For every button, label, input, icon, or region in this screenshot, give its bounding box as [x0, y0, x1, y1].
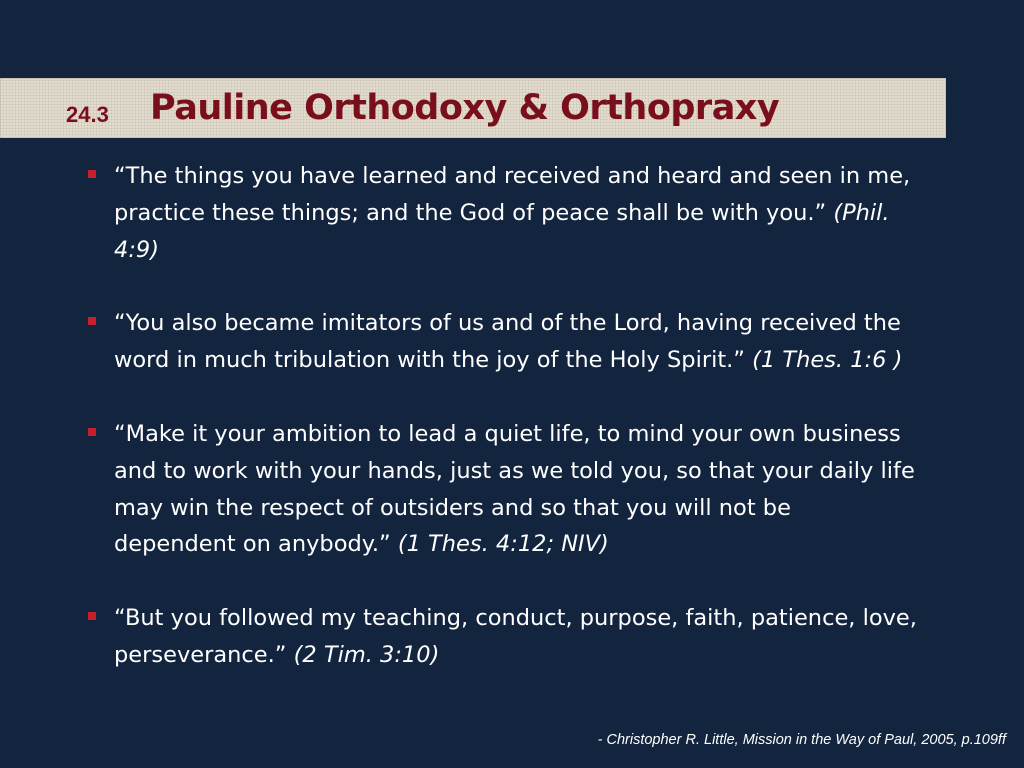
quote-text: “You also became imitators of us and of the Lord, having received the word in much tribulation with the joy of the Holy Spirit.” [114, 310, 901, 374]
quote-item [88, 416, 918, 563]
square-bullet-icon [88, 428, 96, 436]
quote-text: “Make it your ambition to lead a quiet life, to mind your own business and to work with your hands, just as we told you, so that your daily life may win the respect of outsiders and so that you will not be dependent on anybody.” [114, 420, 915, 558]
quote-item [88, 305, 918, 379]
quote-text: “The things you have learned and received and heard and seen in me, practice these things; and the God of peace shall be with you.” [114, 163, 911, 226]
quote-list [88, 158, 918, 711]
quote-text: “But you followed my teaching, conduct, purpose, faith, patience, love, perseverance.” [114, 605, 917, 668]
quote-item [88, 158, 918, 268]
scripture-reference: (2 Tim. 3:10) [293, 641, 440, 668]
source-citation: - Christopher R. Little, Mission in the Way of Paul, 2005, p.109ff [597, 732, 1006, 748]
quote-item [88, 600, 918, 674]
square-bullet-icon [88, 170, 96, 178]
square-bullet-icon [88, 612, 96, 620]
scripture-reference: (1 Thes. 4:12; NIV) [397, 531, 609, 558]
scripture-reference: (1 Thes. 1:6 ) [752, 347, 903, 374]
square-bullet-icon [88, 317, 96, 325]
slide-title: Pauline Orthodoxy & Orthopraxy [150, 88, 780, 128]
section-number: 24.3 [66, 102, 109, 127]
scripture-reference: (Phil. 4:9) [114, 199, 890, 263]
